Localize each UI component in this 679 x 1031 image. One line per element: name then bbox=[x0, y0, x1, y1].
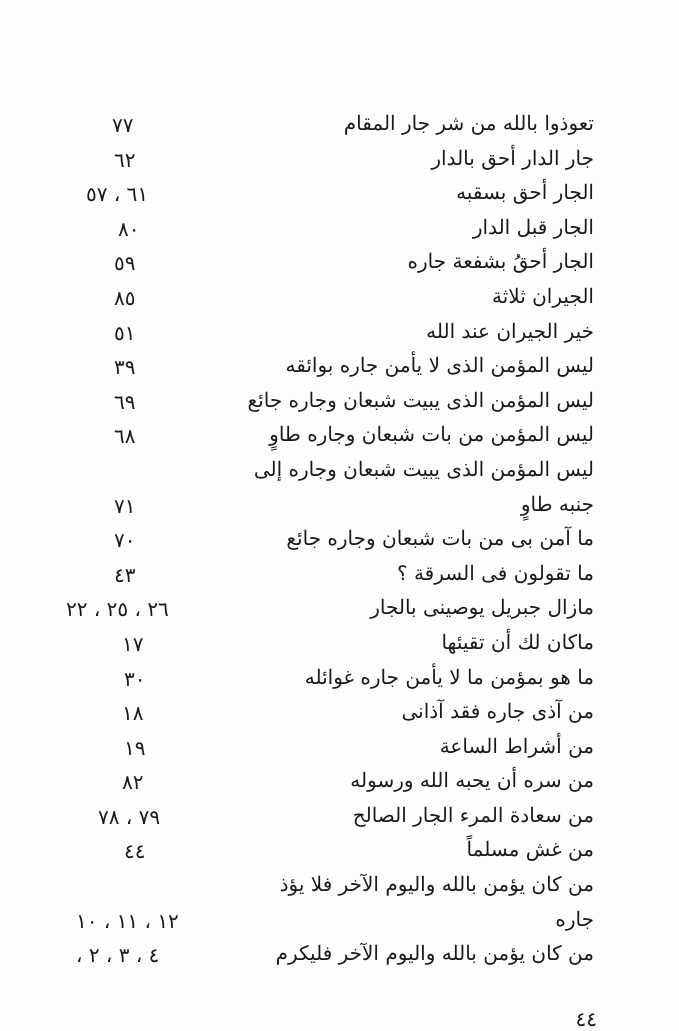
index-row bbox=[0, 936, 679, 971]
hadith-phrase: من آذى جاره فقد آذانى bbox=[401, 699, 594, 724]
page-number: ٤٤ bbox=[575, 1007, 597, 1031]
hadith-phrase: جار الدار أحق بالدار bbox=[431, 145, 594, 170]
index-row bbox=[0, 832, 679, 867]
hadith-references: ٦٢ bbox=[114, 147, 136, 172]
index-row bbox=[0, 660, 679, 695]
index-row bbox=[0, 279, 679, 314]
index-row bbox=[0, 452, 679, 487]
hadith-phrase: ليس المؤمن الذى يبيت شبعان وجاره إلى bbox=[253, 456, 594, 481]
index-row bbox=[0, 244, 679, 279]
hadith-phrase: ماكان لك أن تقيئها bbox=[441, 629, 594, 654]
hadith-references: ١٢ ، ١١ ، ١٠ bbox=[76, 908, 179, 933]
index-row bbox=[0, 383, 679, 418]
hadith-references: ٥١ bbox=[114, 320, 136, 345]
hadith-references: ٨٥ bbox=[114, 285, 136, 310]
hadith-references: ٢٦ ، ٢٥ ، ٢٢ bbox=[66, 597, 169, 622]
hadith-references: ٦٩ bbox=[114, 389, 136, 414]
hadith-phrase: الجار أحقُ بشفعة جاره bbox=[407, 249, 594, 274]
hadith-phrase: الجار قبل الدار bbox=[472, 214, 594, 239]
hadith-phrase: تعوذوا بالله من شر جار المقام bbox=[343, 111, 594, 135]
index-row bbox=[0, 694, 679, 729]
hadith-index-list bbox=[0, 106, 679, 971]
hadith-references: ١٨ bbox=[122, 701, 144, 726]
index-row bbox=[0, 314, 679, 349]
hadith-references: ١٧ bbox=[122, 631, 144, 656]
hadith-references: ٣٠ bbox=[124, 666, 146, 691]
hadith-phrase: ما تقولون فى السرقة ؟ bbox=[396, 560, 594, 585]
hadith-references: ٤ ، ٣ ، ٢ ، bbox=[76, 943, 160, 968]
index-row bbox=[0, 521, 679, 556]
index-row bbox=[0, 625, 679, 660]
hadith-references: ١٩ bbox=[124, 735, 146, 760]
hadith-phrase: من سره أن يحبه الله ورسوله bbox=[350, 768, 594, 793]
hadith-phrase: الجار أحق بسقبه bbox=[456, 180, 594, 205]
hadith-references: ٦١ ، ٥٧ bbox=[86, 182, 149, 207]
hadith-phrase: مازال جبريل يوصينى بالجار bbox=[370, 595, 594, 620]
index-row bbox=[0, 487, 679, 522]
hadith-phrase: جاره bbox=[555, 906, 594, 931]
hadith-references: ٤٣ bbox=[114, 562, 136, 587]
index-row bbox=[0, 902, 679, 937]
hadith-references: ٦٨ bbox=[114, 424, 136, 449]
index-row bbox=[0, 141, 679, 176]
hadith-phrase: ما آمن بى من بات شبعان وجاره جائع bbox=[286, 526, 594, 551]
index-row bbox=[0, 867, 679, 902]
hadith-phrase: خير الجيران عند الله bbox=[426, 318, 594, 343]
hadith-references: ٧٧ bbox=[112, 113, 134, 137]
hadith-references: ٧٠ bbox=[114, 528, 136, 553]
hadith-phrase: جنبه طاوٍ bbox=[520, 491, 594, 516]
index-row bbox=[0, 417, 679, 452]
hadith-phrase: ليس المؤمن الذى يبيت شبعان وجاره جائع bbox=[247, 387, 594, 412]
hadith-phrase: من كان يؤمن بالله واليوم الآخر فلا يؤذ bbox=[279, 872, 594, 897]
hadith-phrase: من غش مسلماً bbox=[466, 837, 594, 862]
index-row bbox=[0, 798, 679, 833]
hadith-references: ٤٤ bbox=[124, 839, 146, 864]
index-row bbox=[0, 106, 679, 141]
hadith-phrase: من سعادة المرء الجار الصالح bbox=[352, 802, 594, 827]
index-row bbox=[0, 729, 679, 764]
hadith-references: ٥٩ bbox=[114, 251, 136, 276]
index-row bbox=[0, 175, 679, 210]
index-row bbox=[0, 590, 679, 625]
hadith-phrase: ليس المؤمن من بات شبعان وجاره طاوٍ bbox=[269, 422, 594, 447]
hadith-references: ٨٠ bbox=[118, 216, 140, 241]
hadith-phrase: الجيران ثلاثة bbox=[491, 283, 594, 308]
hadith-references: ٣٩ bbox=[114, 355, 136, 380]
hadith-phrase: ليس المؤمن الذى لا يأمن جاره بوائقه bbox=[285, 353, 594, 378]
hadith-phrase: من كان يؤمن بالله واليوم الآخر فليكرم bbox=[275, 941, 594, 966]
index-row bbox=[0, 210, 679, 245]
hadith-phrase: ما هو بمؤمن ما لا يأمن جاره غوائله bbox=[304, 664, 594, 689]
index-row bbox=[0, 556, 679, 591]
hadith-references: ٧٩ ، ٧٨ bbox=[98, 804, 161, 829]
index-row bbox=[0, 763, 679, 798]
hadith-phrase: من أشراط الساعة bbox=[439, 733, 594, 758]
hadith-references: ٧١ bbox=[114, 493, 136, 518]
hadith-references: ٨٢ bbox=[122, 770, 144, 795]
index-row bbox=[0, 348, 679, 383]
